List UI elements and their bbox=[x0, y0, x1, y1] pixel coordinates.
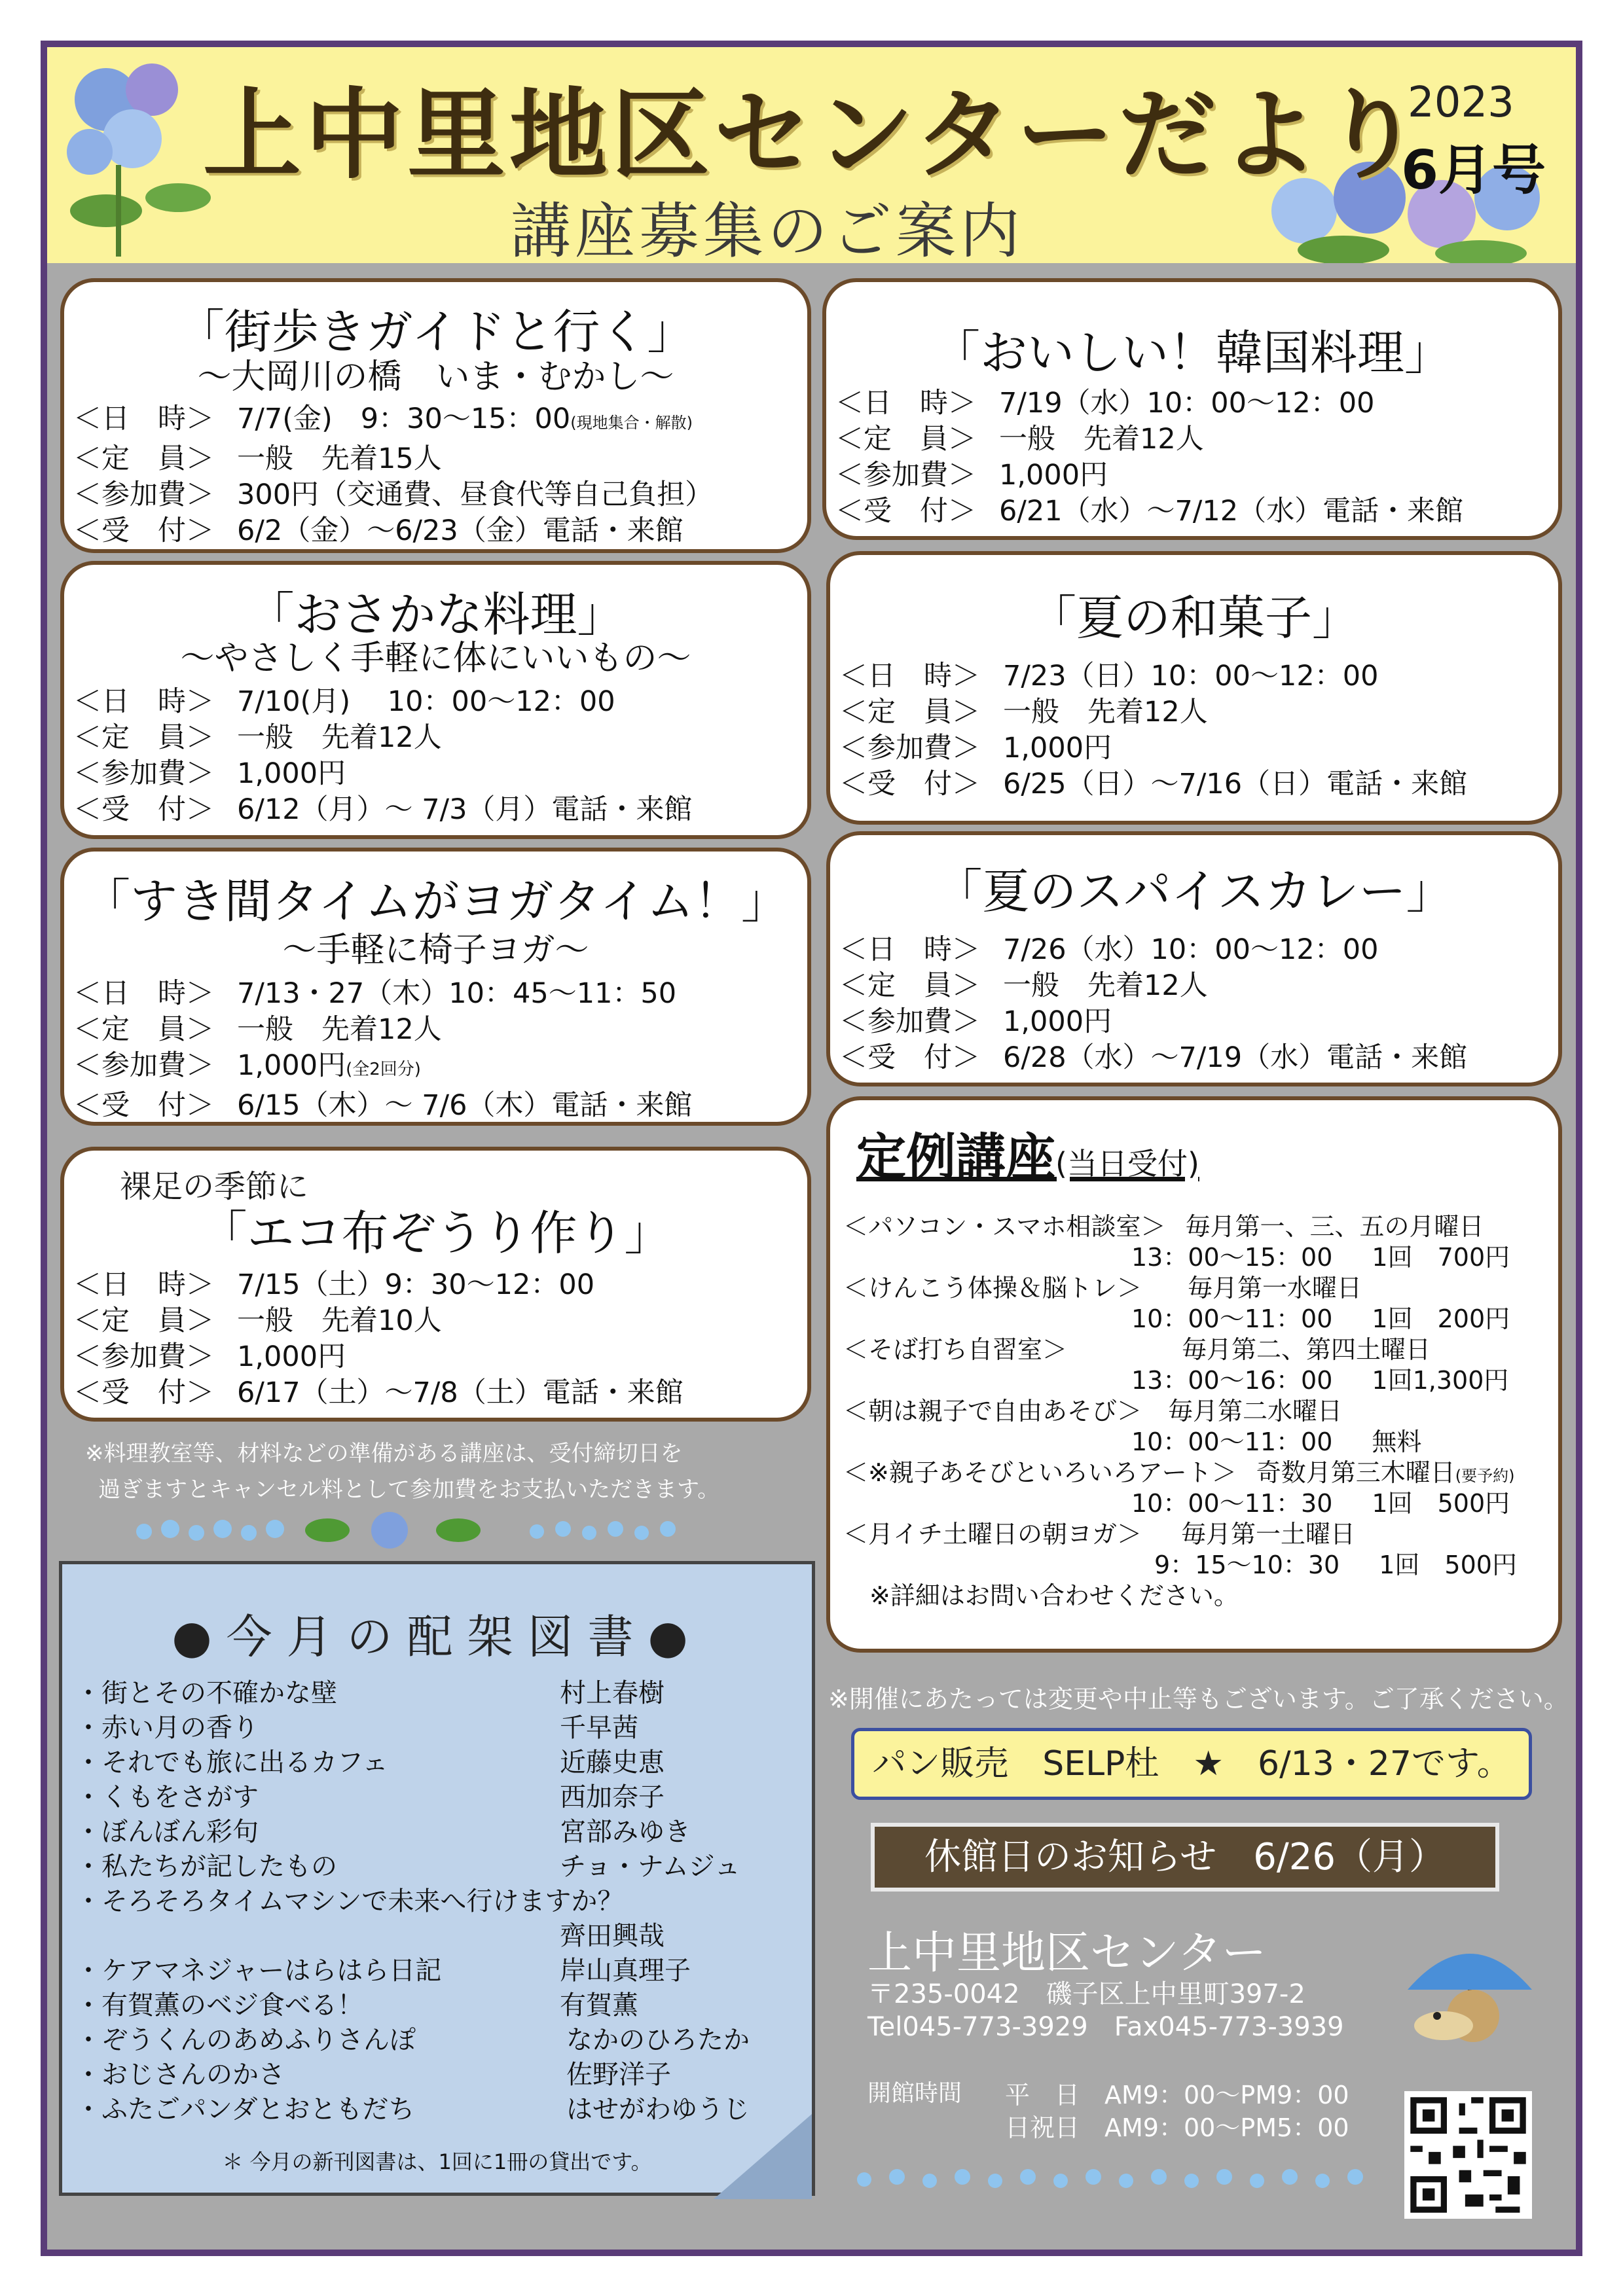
monthly-books-panel bbox=[59, 1561, 815, 2196]
regular-item-art-time: 10：00～11：30 1回 500円 bbox=[1131, 1489, 1510, 1518]
course-row-reception: ＜受 付＞ 6/17（土）～7/8（土）電話・来館 bbox=[73, 1376, 684, 1409]
book-author: 有賀薫 bbox=[560, 1990, 638, 2020]
book-title: ・ふたごパンダとおともだち bbox=[75, 2094, 415, 2125]
regular-item-play-time: 10：00～11：00 無料 bbox=[1131, 1427, 1422, 1456]
book-title: ・ケアマネジャーはらはら日記 bbox=[75, 1956, 442, 1986]
course-row-date: ＜日 時＞ 7/19（水）10：00～12：00 bbox=[835, 387, 1375, 420]
course-title: 「夏のスパイスカレー」 bbox=[935, 864, 1453, 919]
regular-item-play: ＜朝は親子で自由あそび＞ 毎月第二水曜日 bbox=[843, 1397, 1343, 1426]
course-title: 「おいしい！韓国料理」 bbox=[932, 325, 1451, 380]
closed-day-banner: 休館日のお知らせ 6/26（月） bbox=[871, 1823, 1499, 1892]
snail-umbrella-illustration bbox=[1395, 1918, 1545, 2055]
book-title: ・そろそろタイムマシンで未来へ行けますか？ bbox=[75, 1886, 624, 1916]
course-row-fee: ＜参加費＞ 1,000円 bbox=[839, 1005, 1112, 1038]
cancel-note-line1: ※料理教室等、材料などの準備がある講座は、受付締切日を bbox=[85, 1441, 683, 1467]
regular-item-exercise: ＜けんこう体操＆脳トレ＞ 毎月第一水曜日 bbox=[843, 1274, 1362, 1302]
course-row-capacity: ＜定 員＞ 一般 先着12人 bbox=[73, 1013, 442, 1046]
hours-weekday: 平 日 AM9：00～PM9：00 bbox=[1005, 2081, 1349, 2109]
book-author: 宮部みゆき bbox=[560, 1817, 691, 1847]
hours-holiday: 日祝日 AM9：00～PM5：00 bbox=[1005, 2113, 1349, 2142]
course-row-fee: ＜参加費＞ 1,000円(全2回分) bbox=[73, 1049, 421, 1082]
book-author: はせがわゆうじ bbox=[566, 2094, 750, 2125]
course-row-reception: ＜受 付＞ 6/12（月）～ 7/3（月）電話・来館 bbox=[73, 793, 693, 826]
book-title: ・私たちが記したもの bbox=[75, 1852, 337, 1882]
course-row-reception: ＜受 付＞ 6/15（木）～ 7/6（木）電話・来館 bbox=[73, 1089, 693, 1122]
issue-month: 6月号 bbox=[1401, 139, 1546, 202]
issue-year: 2023 bbox=[1408, 79, 1514, 127]
raindrops-decoration bbox=[131, 1505, 720, 1551]
course-row-date: ＜日 時＞ 7/26（水）10：00～12：00 bbox=[839, 933, 1379, 966]
course-row-capacity: ＜定 員＞ 一般 先着12人 bbox=[839, 969, 1208, 1002]
course-row-date: ＜日 時＞ 7/15（土）9：30～12：00 bbox=[73, 1268, 595, 1301]
book-author: 近藤史恵 bbox=[560, 1748, 665, 1778]
change-notice: ※開催にあたっては変更や中止等もございます。ご了承ください。 bbox=[828, 1685, 1569, 1713]
regular-item-yoga: ＜月イチ土曜日の朝ヨガ＞ 毎月第一土曜日 bbox=[843, 1520, 1356, 1549]
newsletter-title: 上中里地区センターだより bbox=[203, 79, 1425, 192]
books-footnote: ＊ 今月の新刊図書は、1回に1冊の貸出です。 bbox=[222, 2149, 652, 2174]
bread-sale-banner: パン販売 SELP杜 ★ 6/13・27です。 bbox=[851, 1728, 1532, 1800]
regular-item-soba: ＜そば打ち自習室＞ 毎月第二、第四土曜日 bbox=[843, 1335, 1431, 1364]
course-row-fee: ＜参加費＞ 300円（交通費、昼食代等自己負担） bbox=[73, 478, 714, 511]
course-row-reception: ＜受 付＞ 6/25（日）～7/16（日）電話・来館 bbox=[839, 768, 1468, 800]
course-row-date: ＜日 時＞ 7/13・27（木）10：45～11：50 bbox=[73, 977, 677, 1010]
course-subtitle: ～手軽に椅子ヨガ～ bbox=[282, 931, 589, 970]
book-author: 村上春樹 bbox=[560, 1678, 665, 1708]
cancel-note-line2: 過ぎますとキャンセル料として参加費をお支払いただきます。 bbox=[98, 1477, 720, 1503]
course-row-reception: ＜受 付＞ 6/21（水）～7/12（水）電話・来館 bbox=[835, 495, 1464, 528]
book-author: 岸山真理子 bbox=[560, 1956, 691, 1986]
course-row-fee: ＜参加費＞ 1,000円 bbox=[835, 459, 1108, 492]
course-card-korean-cooking bbox=[822, 278, 1562, 540]
book-author: 西加奈子 bbox=[560, 1782, 665, 1812]
course-row-reception: ＜受 付＞ 6/28（水）～7/19（水）電話・来館 bbox=[839, 1041, 1468, 1074]
center-contact: Tel045-773-3929 Fax045-773-3939 bbox=[867, 2012, 1344, 2042]
books-heading: ●今月の配架図書● bbox=[172, 1610, 702, 1664]
course-row-date: ＜日 時＞ 7/7(金) 9：30～15：00(現地集合・解散) bbox=[73, 403, 693, 435]
course-subtitle: ～やさしく手軽に体にいいもの～ bbox=[180, 639, 691, 678]
newsletter-subtitle: 講座募集のご案内 bbox=[511, 196, 1025, 266]
raindrops-bottom-decoration bbox=[851, 2160, 1388, 2199]
course-card-spice-curry bbox=[826, 831, 1562, 1086]
course-pretitle: 裸足の季節に bbox=[120, 1168, 309, 1205]
course-title: 「すき間タイムがヨガタイム！」 bbox=[82, 874, 789, 929]
book-title: ・ぞうくんのあめふりさんぽ bbox=[75, 2025, 416, 2055]
course-card-zori-making bbox=[60, 1147, 811, 1422]
course-title: 「おさかな料理」 bbox=[247, 587, 625, 642]
book-title: ・それでも旅に出るカフェ bbox=[75, 1748, 388, 1778]
hours-label: 開館時間 bbox=[867, 2080, 962, 2107]
course-row-capacity: ＜定 員＞ 一般 先着12人 bbox=[835, 423, 1204, 456]
course-title: 「エコ布ぞうり作り」 bbox=[200, 1206, 672, 1261]
course-row-capacity: ＜定 員＞ 一般 先着10人 bbox=[73, 1304, 442, 1337]
course-row-date: ＜日 時＞ 7/10(月) 10：00～12：00 bbox=[73, 685, 615, 718]
regular-item-yoga-time: 9：15～10：30 1回 500円 bbox=[1154, 1551, 1517, 1579]
book-title: ・街とその不確かな壁 bbox=[75, 1678, 337, 1708]
course-row-capacity: ＜定 員＞ 一般 先着12人 bbox=[839, 696, 1208, 728]
center-address: 〒235-0042 磯子区上中里町397-2 bbox=[867, 1979, 1305, 2009]
book-title: ・ぼんぼん彩句 bbox=[75, 1817, 259, 1847]
book-author: 千早茜 bbox=[560, 1713, 638, 1743]
center-name: 上中里地区センター bbox=[867, 1928, 1267, 1979]
regular-item-pc: ＜パソコン・スマホ相談室＞ 毎月第一、三、五の月曜日 bbox=[843, 1212, 1484, 1241]
regular-courses-card bbox=[826, 1096, 1562, 1653]
course-row-date: ＜日 時＞ 7/23（日）10：00～12：00 bbox=[839, 660, 1379, 692]
book-author: 齊田興哉 bbox=[560, 1921, 665, 1951]
regular-item-pc-time: 13：00～15：00 1回 700円 bbox=[1131, 1243, 1510, 1272]
book-author: 佐野洋子 bbox=[566, 2060, 671, 2090]
course-subtitle: ～大岡川の橋 いま・むかし～ bbox=[197, 357, 674, 397]
book-title: ・くもをさがす bbox=[75, 1782, 259, 1812]
regular-item-exercise-time: 10：00～11：00 1回 200円 bbox=[1131, 1304, 1510, 1333]
course-row-fee: ＜参加費＞ 1,000円 bbox=[73, 757, 346, 790]
course-row-capacity: ＜定 員＞ 一般 先着15人 bbox=[73, 442, 442, 475]
regular-item-soba-time: 13：00～16：00 1回1,300円 bbox=[1131, 1366, 1509, 1395]
course-row-capacity: ＜定 員＞ 一般 先着12人 bbox=[73, 721, 442, 754]
book-author: なかのひろたか bbox=[566, 2025, 750, 2055]
hydrangea-left-illustration bbox=[54, 54, 224, 263]
course-row-fee: ＜参加費＞ 1,000円 bbox=[73, 1340, 346, 1373]
book-author: チョ・ナムジュ bbox=[560, 1852, 740, 1882]
course-title: 「街歩きガイドと行く」 bbox=[177, 304, 695, 359]
course-card-fish-cooking bbox=[60, 561, 811, 839]
course-row-reception: ＜受 付＞ 6/2（金）～6/23（金）電話・来館 bbox=[73, 514, 684, 547]
qr-code[interactable] bbox=[1404, 2091, 1532, 2219]
course-title: 「夏の和菓子」 bbox=[1029, 590, 1359, 645]
regular-item-art: ＜※親子あそびといろいろアート＞ 奇数月第三木曜日(要予約) bbox=[843, 1458, 1515, 1487]
book-title: ・おじさんのかさ bbox=[75, 2060, 285, 2090]
regular-footnote: ※詳細はお問い合わせください。 bbox=[869, 1581, 1239, 1610]
book-title: ・赤い月の香り bbox=[75, 1713, 259, 1743]
course-card-town-walk bbox=[60, 278, 811, 553]
course-card-wagashi bbox=[826, 551, 1562, 825]
regular-courses-title: 定例講座(当日受付) bbox=[856, 1128, 1199, 1186]
book-title: ・有賀薫のベジ食べる！ bbox=[75, 1990, 363, 2020]
course-row-fee: ＜参加費＞ 1,000円 bbox=[839, 732, 1112, 764]
course-card-chair-yoga bbox=[60, 848, 811, 1126]
